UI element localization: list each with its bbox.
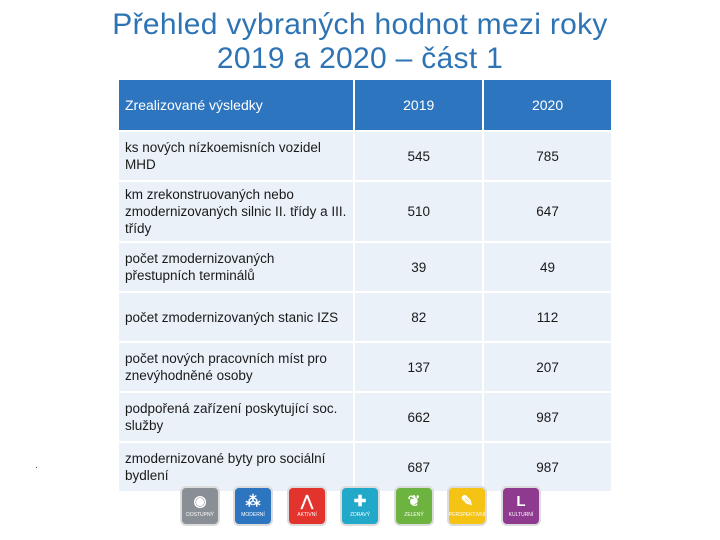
icon-label: ZDRAVÝ [350, 512, 370, 518]
row-label: ks nových nízkoemisních vozidel MHD [118, 131, 354, 181]
table-row [118, 131, 612, 181]
dostupny-icon [180, 486, 220, 526]
footer-mark: . [35, 460, 38, 471]
table-header-row [118, 79, 612, 131]
perspektivni-icon [447, 486, 487, 526]
page-title-line1: Přehled vybraných hodnot mezi roky [112, 8, 608, 41]
header-cell-2020: 2020 [483, 79, 612, 131]
value-2019: 510 [354, 181, 483, 242]
value-2019: 687 [354, 442, 483, 492]
icon-label: KULTURNÍ [508, 512, 534, 518]
moderni-icon [233, 486, 273, 526]
value-2019: 137 [354, 342, 483, 392]
header-cell-2019: 2019 [354, 79, 483, 131]
row-label: zmodernizované byty pro sociální bydlení [118, 442, 354, 492]
icon-glyph: ❦ [407, 493, 421, 510]
value-2020: 785 [483, 131, 612, 181]
row-label: km zrekonstruovaných nebo zmodernizovaných silnic II. třídy a III. třídy [118, 181, 354, 242]
value-2020: 987 [483, 442, 612, 492]
table-row [118, 342, 612, 392]
icon-glyph: ⋀ [300, 493, 314, 510]
results-table-wrapper [117, 78, 613, 493]
value-2020: 987 [483, 392, 612, 442]
aktivni-icon [287, 486, 327, 526]
value-2020: 207 [483, 342, 612, 392]
value-2019: 39 [354, 242, 483, 292]
table-row [118, 442, 612, 492]
value-2020: 647 [483, 181, 612, 242]
row-label: počet nových pracovních míst pro znevýhodněné osoby [118, 342, 354, 392]
zeleny-icon [394, 486, 434, 526]
kulturni-icon [501, 486, 541, 526]
row-label: počet zmodernizovaných přestupních terminálů [118, 242, 354, 292]
icon-glyph: ⁂ [245, 493, 261, 510]
value-2020: 112 [483, 292, 612, 342]
icon-glyph: ◉ [193, 493, 207, 510]
results-table [117, 78, 613, 493]
icon-label: AKTIVNÍ [297, 512, 317, 518]
icon-glyph: ✚ [353, 493, 367, 510]
row-label: podpořená zařízení poskytující soc. služby [118, 392, 354, 442]
value-2019: 82 [354, 292, 483, 342]
value-2020: 49 [483, 242, 612, 292]
table-row [118, 292, 612, 342]
page-title-line2: 2019 a 2020 – část 1 [216, 42, 504, 75]
table-row [118, 392, 612, 442]
icon-label: ZELENÝ [404, 512, 424, 518]
header-cell-results: Zrealizované výsledky [118, 79, 354, 131]
icon-label: PERSPEKTIVNÍ [448, 512, 486, 518]
icon-glyph: L [516, 493, 526, 510]
icon-glyph: ✎ [460, 493, 474, 510]
row-label: počet zmodernizovaných stanic IZS [118, 292, 354, 342]
brand-icon-strip [180, 486, 550, 528]
zdravy-icon [340, 486, 380, 526]
table-row [118, 181, 612, 242]
page-title [60, 8, 660, 76]
icon-label: DOSTUPNÝ [186, 512, 214, 518]
value-2019: 545 [354, 131, 483, 181]
table-row [118, 242, 612, 292]
icon-label: MODERNÍ [241, 512, 265, 518]
value-2019: 662 [354, 392, 483, 442]
